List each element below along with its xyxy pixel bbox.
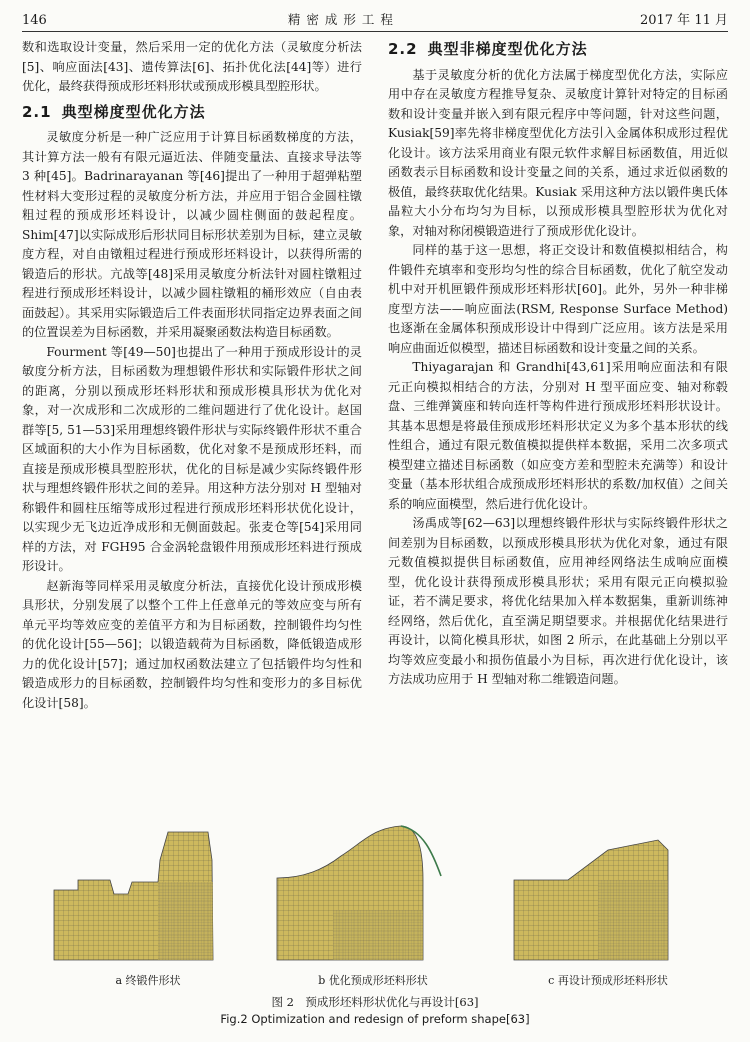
- figure-caption-en: Fig.2 Optimization and redesign of preform shape[63]: [220, 1012, 530, 1026]
- figure-caption-cn: 图 2 预成形坯料形状优化与再设计[63]: [271, 995, 479, 1009]
- optimized-preform-shape-image: [273, 820, 473, 970]
- section-title: 典型梯度型优化方法: [61, 102, 206, 121]
- paragraph: Fourment 等[49—50]也提出了一种用于预成形设计的灵敏度分析方法，目标函数为理想锻件形状和实际锻件形状之间的距离，分别以预成形坯料形状和预成形模具形状为优化对象，对一次成形和二次成形的二维问题进行了优化设计。赵国群等[5, 51—53]采用理想终锻件形状与实际终锻件形状不重合区域面积的大小作为目标函数，优化对象不是预成形坯料，而直接是预成形模具型腔形状，优化的目标是减少实际终锻件形状与理想终锻件形状之间的差异。用这种方法分别对 H 型轴对称锻件和圆柱压缩等成形过程进行预成形坯料形状优化设计，以实现少无飞边近净成形和无侧面鼓起。张麦仓等[54]采用同样的方法，对 FGH95 合金涡轮盘锻件用预成形坯料进行预成形设计。: [22, 344, 362, 573]
- left-column: [22, 38, 362, 713]
- paragraph: 同样的基于这一思想，将正交设计和数值模拟相结合，构件锻件充填率和变形均匀性的综合目标函数，优化了航空发动机中对开机匣锻件预成形坯料形状[60]。此外，另外一种非梯度型方法——响应面法(RSM, Response Surface Method)也逐渐在金属体积预成形设计中得到广泛应用。该方法是采用响应曲面近似模型，描述目标函数和设计变量之间的关系。: [388, 243, 728, 355]
- paragraph: 数和选取设计变量，然后采用一定的优化方法（灵敏度分析法[5]、响应面法[43]、遗传算法[6]、拓扑优化法[44]等）进行优化，最终获得预成形坯料形状或预成形模具型腔形状。: [22, 40, 362, 93]
- figure-panel-b: [273, 820, 473, 987]
- section-number: 2.1: [22, 102, 52, 121]
- section-heading-2-2: [388, 40, 728, 60]
- page-header: [22, 6, 728, 32]
- issue-date: 2017 年 11 月: [639, 13, 728, 28]
- right-column: [388, 38, 728, 690]
- section-heading-2-1: [22, 103, 362, 123]
- paragraph: 汤禹成等[62—63]以理想终锻件形状与实际终锻件形状之间差别为目标函数，以预成形模具形状为优化对象，通过有限元数值模拟提供目标函数值，应用神经网络法生成响应面模型，优化设计获得预成形模具形状；采用有限元正向模拟验证，若不满足要求，将优化结果加入样本数据集，重新训练神经网络，然后优化，直至满足期望要求。并根据优化结果进行再设计，以简化模具形状，如图 2 所示，在此基础上分别以平均等效应变最小和损伤值最小为目标，再次进行优化设计，该方法成功应用于 H 型轴对称二维锻造问题。: [388, 516, 728, 686]
- subcaption-c: c 再设计预成形坯料形状: [548, 974, 668, 987]
- paragraph: 灵敏度分析是一种广泛应用于计算目标函数梯度的方法，其计算方法一般有有限元逼近法、伴随变量法、直接求导法等 3 种[45]。Badrinarayanan 等[46]提出了一种用于超弹粘塑性材料大变形过程的灵敏度分析方法，并应用于铝合金圆柱镦粗过程的预成形坯料设计，以减少圆柱侧面的鼓起程度。Shim[47]以实际成形后形状同目标形状差别为目标，建立灵敏度方程，对自由镦粗过程进行预成形坯料设计，以获得所需的锻造后的形状。亢战等[48]采用灵敏度分析法针对圆柱镦粗过程进行预成形坯料设计，以减少圆柱镦粗的桶形效应（自由表面鼓起）。其采用实际锻造后工件表面形状同指定边界表面之间的位置误差为目标函数，并采用凝聚函数法构造目标函数。: [22, 130, 362, 339]
- paragraph: 赵新海等同样采用灵敏度分析法，直接优化设计预成形模具形状，分别发展了以整个工件上任意单元的等效应变与所有单元平均等效应变的差值平方和为目标函数，控制锻件均匀性的优化设计[55—56]；以锻造载荷为目标函数，降低锻造成形力的优化设计[57]；通过加权函数法建立了包括锻件均匀性和锻造成形力的目标函数，控制锻件均匀性和变形力的多目标优化设计[58]。: [22, 578, 362, 710]
- paragraph: Thiyagarajan 和 Grandhi[43,61]采用响应面法和有限元正向模拟相结合的方法，分别对 H 型平面应变、轴对称毂盘、三维弹簧座和转向连杆等构件进行预成形坯料形状设计。其基本思想是将最佳预成形坯料形状定义为多个基本形状的线性组合，通过有限元数值模拟提供样本数据，采用二次多项式模型建立描述目标函数（如应变方差和型腔未充满等）和设计变量（基本形状组合成预成形坯料形状的系数/加权值）之间关系的响应面模型，然后进行优化设计。: [388, 360, 728, 511]
- page-number: 146: [22, 13, 47, 28]
- section-number: 2.2: [388, 40, 418, 58]
- subcaption-b: b 优化预成形坯料形状: [318, 974, 428, 987]
- figure-panel-a: [48, 820, 248, 987]
- figure-2: [48, 820, 708, 987]
- subcaption-a: a 终锻件形状: [115, 974, 181, 987]
- final-forging-shape-image: [48, 820, 248, 970]
- paragraph: 基于灵敏度分析的优化方法属于梯度型优化方法，实际应用中存在灵敏度方程推导复杂、灵敏度计算针对特定的目标函数和设计变量并嵌入到有限元程序中等问题，针对这些问题，Kusiak[59]率先将非梯度型优化方法引入金属体积成形过程优化设计。该方法采用商业有限元软件求解目标函数值，用近似函数表示目标函数和设计变量之间的关系，通过求近似函数的极值，最终获取优化结果。Kusiak 采用这种方法以锻件奥氏体晶粒大小分布均匀为目标，以预成形模具型腔形状为优化对象，对轴对称闭模锻造进行了预成形优化设计。: [388, 67, 728, 238]
- redesigned-preform-shape-image: [508, 820, 708, 970]
- section-title: 典型非梯度型优化方法: [427, 40, 588, 58]
- figure-panel-c: [508, 820, 708, 987]
- journal-title: 精密成形工程: [287, 12, 399, 27]
